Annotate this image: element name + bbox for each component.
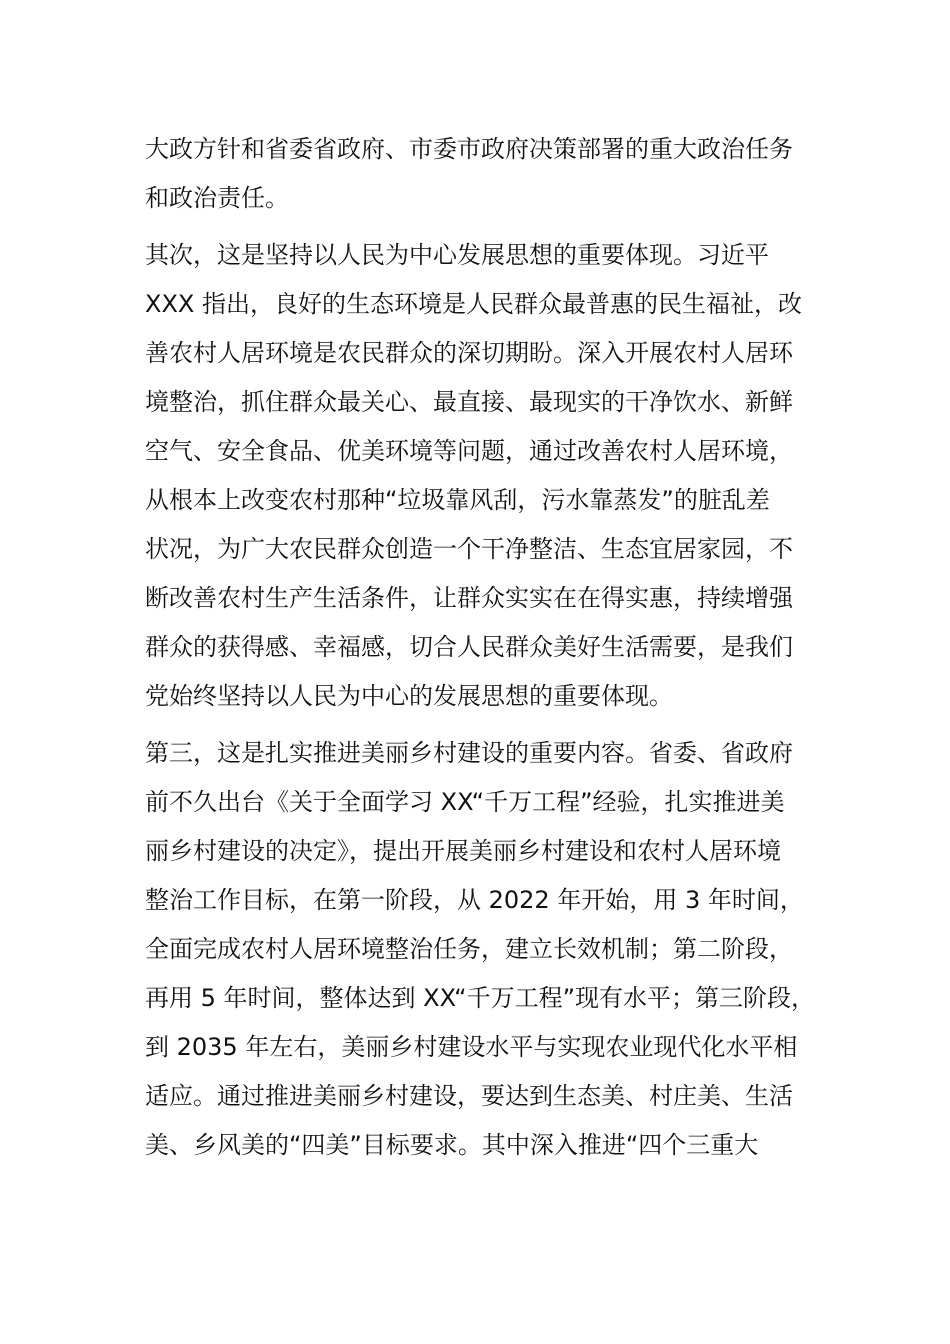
text-line: 到 2035 年左右，美丽乡村建设水平与实现农业现代化水平相 — [145, 1033, 798, 1061]
text-line: 状况，为广大农民群众创造一个干净整洁、生态宜居家园，不 — [145, 535, 793, 563]
text-line: 和政治责任。 — [145, 184, 289, 212]
text-line: 丽乡村建设的决定》，提出开展美丽乡村建设和农村人居环境 — [145, 837, 781, 865]
text-line: 断改善农村生产生活条件，让群众实实在在得实惠，持续增强 — [145, 584, 793, 612]
text-line: 大政方针和省委省政府、市委市政府决策部署的重大政治任务 — [145, 135, 793, 163]
text-line: 第三，这是扎实推进美丽乡村建设的重要内容。省委、省政府 — [145, 739, 793, 767]
text-line: 群众的获得感、幸福感，切合人民群众美好生活需要，是我们 — [145, 633, 793, 661]
text-line: 空气、安全食品、优美环境等问题，通过改善农村人居环境， — [145, 437, 793, 465]
text-line: 前不久出台《关于全面学习 XX“千万工程”经验，扎实推进美 — [145, 788, 785, 816]
body-text — [145, 125, 825, 1170]
text-line: 党始终坚持以人民为中心的发展思想的重要体现。 — [145, 682, 673, 710]
text-line: 再用 5 年时间，整体达到 XX“千万工程”现有水平；第三阶段， — [145, 984, 816, 1012]
text-line: 善农村人居环境是农民群众的深切期盼。深入开展农村人居环 — [145, 339, 793, 367]
text-line: 美、乡风美的“四美”目标要求。其中深入推进“四个三重大 — [145, 1131, 759, 1159]
paragraph-2 — [145, 231, 825, 721]
text-line: 全面完成农村人居环境整治任务，建立长效机制；第二阶段， — [145, 935, 793, 963]
text-line: 其次，这是坚持以人民为中心发展思想的重要体现。习近平 — [145, 241, 769, 269]
text-line: 适应。通过推进美丽乡村建设，要达到生态美、村庄美、生活 — [145, 1082, 793, 1110]
text-line: 境整治，抓住群众最关心、最直接、最现实的干净饮水、新鲜 — [145, 388, 793, 416]
paragraph-1 — [145, 125, 825, 223]
paragraph-3 — [145, 729, 825, 1170]
text-line: 整治工作目标，在第一阶段，从 2022 年开始，用 3 年时间， — [145, 886, 804, 914]
text-line: XXX 指出，良好的生态环境是人民群众最普惠的民生福祉，改 — [145, 290, 802, 318]
text-line: 从根本上改变农村那种“垃圾靠风刮，污水靠蒸发”的脏乱差 — [145, 486, 770, 514]
